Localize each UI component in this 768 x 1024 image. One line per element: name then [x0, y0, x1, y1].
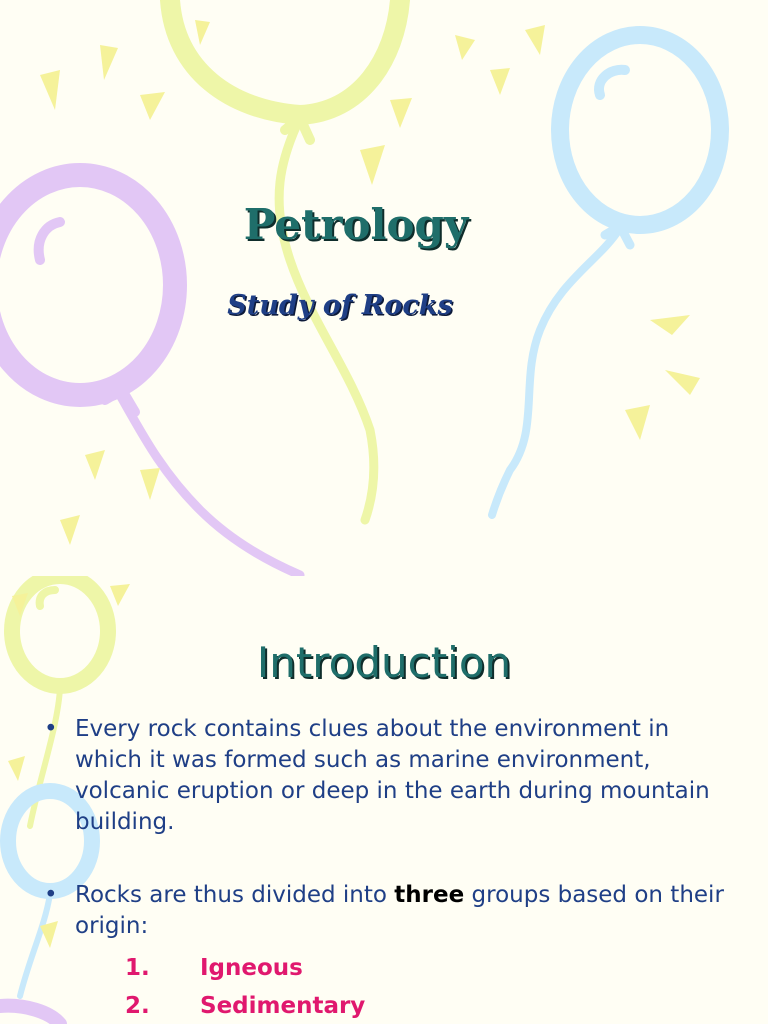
purple-balloon-decoration: [0, 1006, 60, 1024]
item-number: 1.: [125, 955, 150, 981]
item-label: Sedimentary: [200, 993, 366, 1019]
bullet-dot-icon: •: [44, 716, 58, 742]
bullet-item: [44, 714, 724, 838]
bullet-text: Every rock contains clues about the environment in which it was formed such as marine environment, volcanic eruption or deep in the earth during mountain building.: [75, 716, 710, 835]
bullet-list: [44, 714, 724, 942]
rock-group-item: [125, 987, 365, 1024]
introduction-slide: [0, 576, 768, 1024]
slide-subtitle: Study of Rocks: [227, 290, 453, 321]
blue-balloon-decoration: [492, 35, 720, 515]
item-number: 2.: [125, 993, 150, 1019]
rock-groups-list: [125, 949, 365, 1024]
item-label: Igneous: [200, 955, 303, 981]
bullet-emphasis: three: [394, 882, 465, 908]
bullet-item: [44, 880, 724, 942]
bullet-dot-icon: •: [44, 882, 58, 908]
bullet-text-start: Rocks are thus divided into: [75, 882, 395, 908]
rock-group-item: [125, 949, 365, 987]
bullet-text-end: groups based on their origin:: [75, 882, 724, 939]
yellow-balloon-decoration: [170, 0, 400, 520]
slide-title: Petrology: [243, 200, 469, 249]
slide-title: Introduction: [256, 638, 512, 687]
